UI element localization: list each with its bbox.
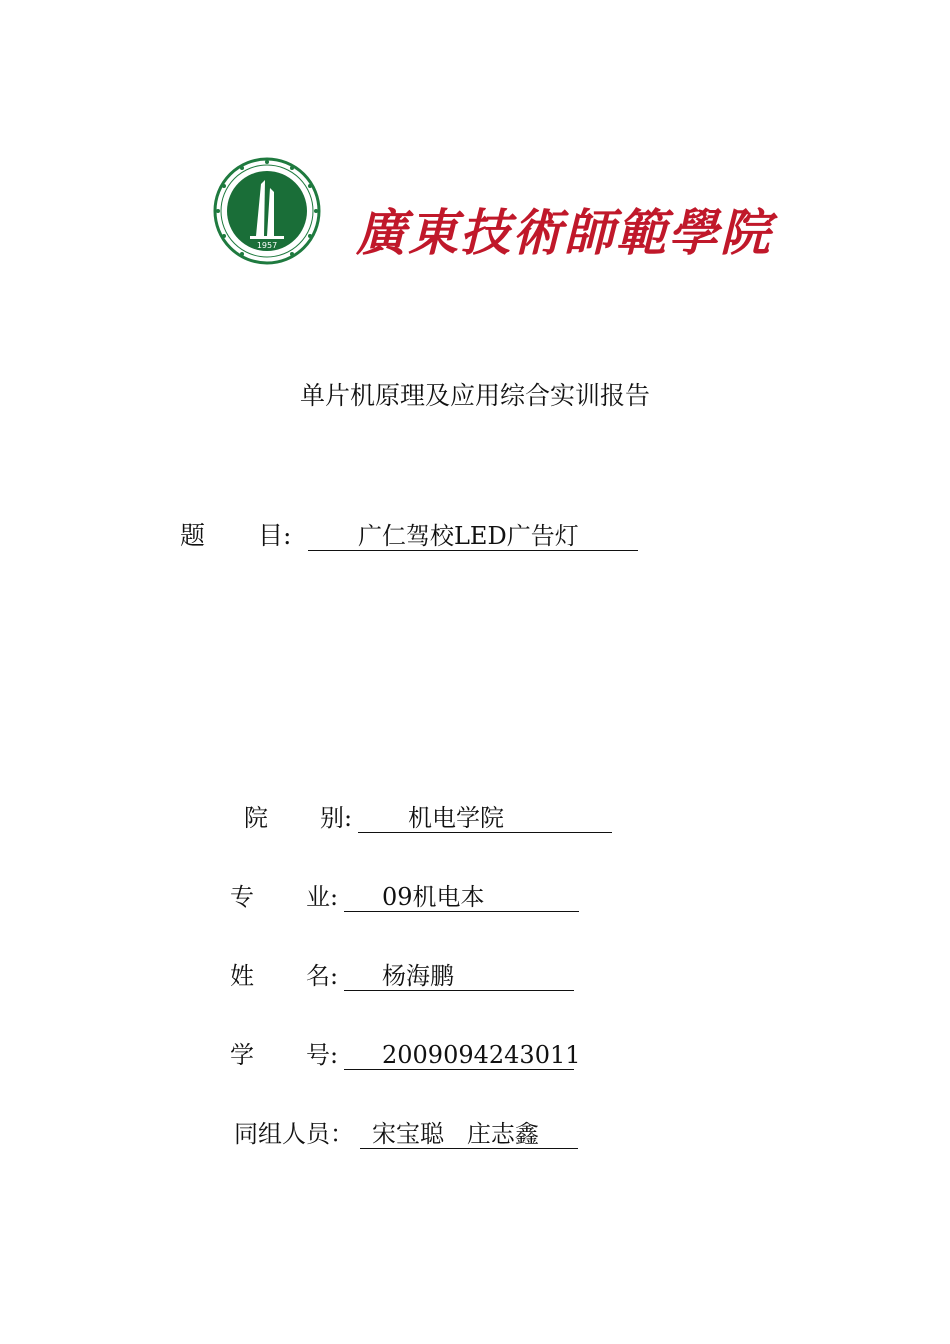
student-id-label-b: 号: bbox=[306, 1041, 339, 1069]
group-label: 同组人员： bbox=[234, 1120, 354, 1148]
college-label-b: 别: bbox=[320, 804, 353, 832]
name-value: 杨海鹏 bbox=[344, 958, 574, 991]
school-name-wordmark bbox=[356, 198, 776, 268]
seal-emblem bbox=[212, 156, 322, 266]
major-label-b: 业: bbox=[306, 883, 339, 911]
report-title: 单片机原理及应用综合实训报告 bbox=[299, 381, 650, 410]
name-label-b: 名: bbox=[306, 962, 339, 990]
student-id-value: 2009094243011 bbox=[344, 1037, 574, 1070]
school-name-text: 廣東技術師範學院 bbox=[356, 203, 772, 262]
topic-value: 广仁驾校LED广告灯 bbox=[308, 518, 638, 551]
name-label-a: 姓 bbox=[230, 962, 254, 990]
major-label-a: 专 bbox=[230, 883, 254, 911]
major-value: 09机电本 bbox=[344, 879, 579, 912]
school-seal-logo bbox=[212, 156, 322, 266]
group-value: 宋宝聪 庄志鑫 bbox=[360, 1116, 578, 1149]
topic-label-b: 目: bbox=[258, 521, 292, 550]
seal-year: 1957 bbox=[256, 241, 278, 250]
student-id-label-a: 学 bbox=[230, 1041, 254, 1069]
college-value: 机电学院 bbox=[358, 800, 612, 833]
college-label-a: 院 bbox=[244, 804, 268, 832]
topic-label-a: 题 bbox=[180, 521, 206, 550]
